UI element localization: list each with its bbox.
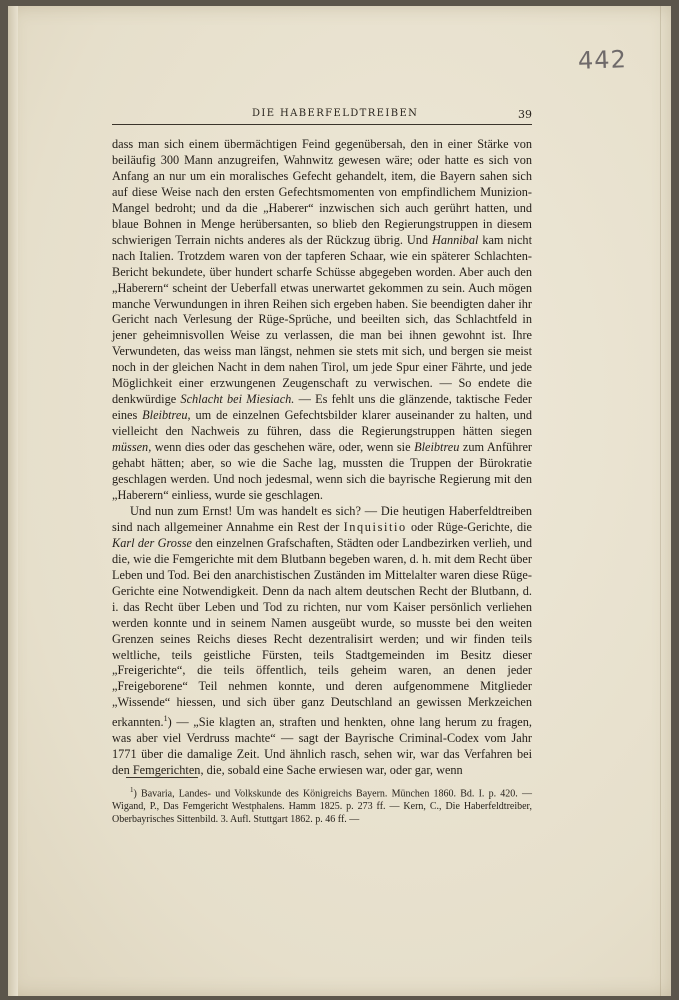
paragraph-1 [112, 137, 532, 504]
text-run: um de einzelnen Gefechtsbilder klarer auseinander zu halten, und vielleicht den Nachweis zu führen, dass die Regierungstruppen hätten siegen [112, 408, 533, 439]
footnote-reference[interactable]: 1 [163, 714, 168, 724]
page-binding-edge [8, 6, 18, 996]
page-fold-crease [660, 6, 661, 996]
footnote-1 [112, 784, 532, 827]
paragraph-2 [112, 504, 532, 779]
text-run: den einzelnen Grafschaften, Städten oder Landbezirken verlieh, und die, wie die Femgerichte mit dem Blutbann begeben waren, d. h. mit dem Recht über Leben und Tod. Bei den anarchistischen Zuständen im Mittelalter waren diese Rüge-Gerichte eine Notwendigkeit. Denn da nach altem deutschen Recht der Blutbann, d. i. das Recht über Leben und Tod zu richten, nur vom Kaiser persönlich verliehen werden konnte und in seinem Namen ausgeübt wurde, so musste bei den weiten Grenzen seines Reichs dieses Recht dezentralisirt werden; und wir finden teils weltliche, teils geistliche Fürsten, teils Stadtgemeinden im Besitz dieser „Freigerichte“, die teils öffentlich, teils geheim waren, an denen jeder „Freigeborene“ Teil nehmen konnte, und deren aufgenommene Mitglieder „Wissende“ hiessen, und sich über ganz Deutschland an gewissen Merkzeichen erkannten. [112, 535, 532, 730]
text-run: kam nicht nach Italien. Trotzdem waren von der tapferen Schaar, wie ein späterer Schlachten-Bericht bekundete, über hundert scharfe Schüsse abgegeben worden. Aber auch den „Haberern“ scheint der Ueberfall etwas unerwartet gekommen zu sein. Auch mögen manche Verwundungen in ihren Reihen sich ergeben haben. Sie beendigten daher ihr Gericht nach Verlesung der Rüge-Sprüche, und beeilten sich, das Schlachtfeld in jener geheimnisvollen Weise zu verlassen, die man bei ihnen gewohnt ist. Ihre Verwundeten, das weiss man längst, nehmen sie stets mit sich, und bergen sie meist noch in der gleichen Nacht in dem nahen Tirol, um jede Spur einer Fährte, und jede Möglichkeit einer erzwungenen Zeugenschaft zu verwischen. — So endete die denkwürdige [112, 232, 532, 407]
text-run: Und nun zum Ernst! Um was handelt es sich? — Die heutigen Haberfeldtreiben sind nach allgemeiner Annahme ein Rest der [112, 503, 532, 534]
italic-muessen: müssen, [112, 440, 152, 455]
text-run: wenn dies oder das geschehen wäre, oder, wenn sie [151, 440, 415, 455]
italic-bleibtreu: Bleibtreu, [142, 408, 191, 423]
text-run: dass man sich einem übermächtigen Feind gegenübersah, den in einer Stärke von beiläufig 300 Mann anzugreifen, Wahnwitz gewesen wäre; oder hatte es sich von Anfang an nur um ein moralisches Gefecht gehandelt, item, die Bayern sahen sich auf diese Weise nach den ersten Gefechtsmomenten von empfindlichem Munizion-Mangel bedroht; und da die „Haberer“ inzwischen sich auch gerührt hatten, und blaue Bohnen in Menge herübersanten, so blieb den Regierungstruppen in diesem schwierigen Terrain nichts anderes als der Rückzug übrig. Und [112, 137, 532, 247]
italic-hannibal: Hannibal [431, 232, 479, 247]
body-text [112, 137, 532, 779]
footnote-text: ) Bavaria, Landes- und Volkskunde des Königreichs Bayern. München 1860. Bd. I. p. 420. — Wigand, P., Das Femgericht Westphalens. Hamm 1825. p. 273 ff. — Kern, C., Die Haberfeldtreiber, Oberbayrisches Sittenbild. 3. Aufl. Stuttgart 1862. p. 46 ff. — [112, 788, 532, 825]
spaced-inquisitio: Inquisitio [343, 519, 407, 534]
text-run: ) — „Sie klagten an, straften und henkten, ohne lang herum zu fragen, was aber viel Verdruss machte“ — sagt der Bayrische Criminal-Codex vom Jahr 1771 über die damalige Zeit. Und ähnlich rasch, sehen wir, war das Verfahren bei den Femgerichten, die, sobald eine Sache erwiesen war, oder gar, wenn [112, 715, 532, 778]
footnote [112, 784, 532, 827]
italic-karl: Karl der Grosse [112, 535, 192, 550]
running-header [112, 106, 532, 125]
page-number: 39 [518, 108, 532, 121]
text-run: zum Anführer gehabt hätten; aber, so wie die Sache lag, mussten die Truppen der Bürokratie geschlagen werden. Und noch jedesmal, wenn sich die bayrische Regierung mit den „Haberern“ einliess, wurde sie geschlagen. [112, 440, 532, 502]
handwritten-page-number: 442 [577, 45, 628, 75]
document-page [8, 6, 671, 996]
text-run: — Es fehlt uns die glänzende, taktische Feder eines [112, 392, 532, 423]
running-header-title: DIE HABERFELDTREIBEN [252, 108, 419, 119]
italic-schlacht: Schlacht bei Miesiach. [180, 392, 295, 407]
footnote-rule [126, 777, 198, 778]
text-run: oder Rüge-Gerichte, die [406, 519, 532, 534]
footnote-marker: 1 [130, 786, 134, 794]
italic-bleibtreu: Bleibtreu [414, 440, 460, 455]
